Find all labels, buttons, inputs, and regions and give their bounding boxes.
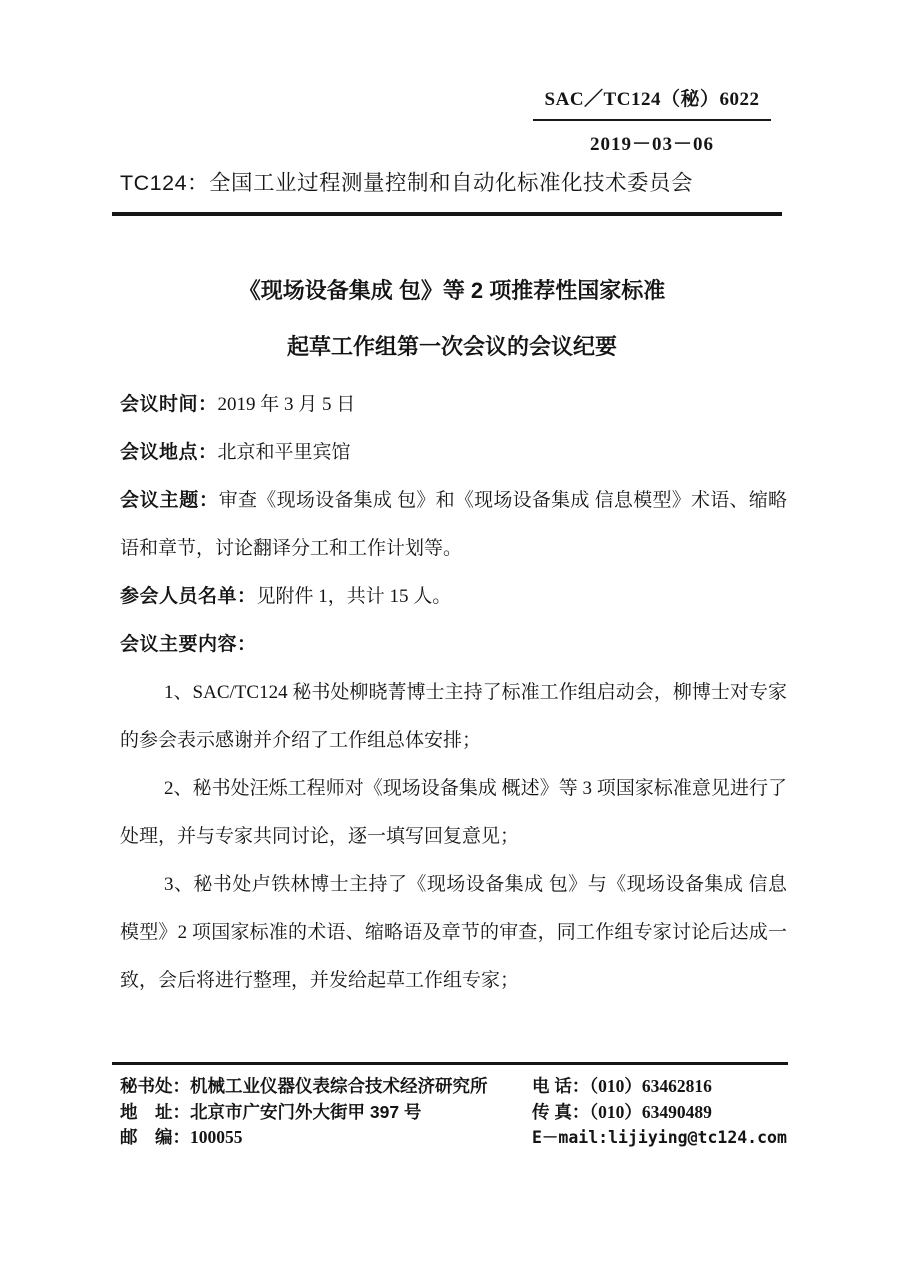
title-line-1: 《现场设备集成 包》等 2 项推荐性国家标准 (238, 278, 666, 303)
main-content-row (120, 621, 787, 669)
secretariat-label: 秘书处： (120, 1076, 190, 1096)
meeting-place-label: 会议地点： (120, 442, 218, 463)
phone-row (532, 1074, 792, 1100)
attendees-label: 参会人员名单： (120, 586, 257, 607)
meeting-subject-value: 审查《现场设备集成 包》和《现场设备集成 信息模型》术语、缩略语和章节，讨论翻译分工和工作计划等。 (120, 490, 787, 559)
meeting-time-label: 会议时间： (120, 394, 218, 415)
doc-date: 2019－03－06 (589, 134, 714, 155)
header-divider-rule (112, 212, 782, 216)
title-line-2: 起草工作组第一次会议的会议纪要 (286, 334, 617, 359)
doc-number: SAC／TC124（秘）6022 (533, 84, 771, 121)
page-title (118, 274, 786, 361)
secretariat-value: 机械工业仪器仪表综合技术经济研究所 (190, 1076, 488, 1096)
footer-divider-rule (112, 1062, 788, 1065)
meeting-place-row (120, 429, 787, 477)
meeting-place-value: 北京和平里宾馆 (217, 442, 351, 463)
phone-value: （010）63462816 (589, 1076, 712, 1096)
postcode-row (120, 1125, 525, 1151)
content-item-1: 1、SAC/TC124 秘书处柳晓菁博士主持了标准工作组启动会，柳博士对专家的参会表示感谢并介绍了工作组总体安排； (120, 682, 787, 751)
fax-row (532, 1100, 792, 1126)
phone-label: 电 话： (532, 1076, 590, 1096)
fax-value: （010）63490489 (589, 1101, 712, 1122)
meeting-time-row (120, 381, 787, 429)
email-label: E－mail: (532, 1128, 609, 1147)
content-item-2: 2、秘书处汪烁工程师对《现场设备集成 概述》等 3 项国家标准意见进行了处理，并与专家共同讨论，逐一填写回复意见； (120, 778, 787, 847)
footer-right-column (532, 1074, 792, 1151)
content-item-3: 3、秘书处卢铁林博士主持了《现场设备集成 包》与《现场设备集成 信息模型》2 项国家标准的术语、缩略语及章节的审查，同工作组专家讨论后达成一致，会后将进行整理，并发给起草工作组专家； (120, 874, 787, 991)
fax-label: 传 真： (532, 1101, 590, 1122)
meeting-subject-label: 会议主题： (120, 490, 219, 511)
attendees-row (120, 573, 787, 621)
secretariat-row (120, 1074, 525, 1100)
document-body (120, 381, 787, 1005)
email-value: lijiying@tc124.com (608, 1128, 787, 1147)
address-row (120, 1100, 525, 1126)
committee-header: TC124：全国工业过程测量控制和自动化标准化技术委员会 (120, 171, 694, 195)
postcode-value: 100055 (190, 1127, 243, 1147)
meeting-time-value: 2019 年 3 月 5 日 (217, 394, 356, 415)
attendees-value: 见附件 1，共计 15 人。 (256, 586, 452, 607)
doc-number-block (533, 84, 771, 156)
postcode-label: 邮 编： (120, 1127, 190, 1147)
main-content-label: 会议主要内容： (120, 634, 257, 655)
meeting-subject-row (120, 477, 787, 573)
address-value: 北京市广安门外大街甲 397 号 (190, 1101, 422, 1122)
footer-left-column (120, 1074, 525, 1151)
email-row (532, 1125, 792, 1151)
address-label: 地 址： (120, 1101, 190, 1122)
